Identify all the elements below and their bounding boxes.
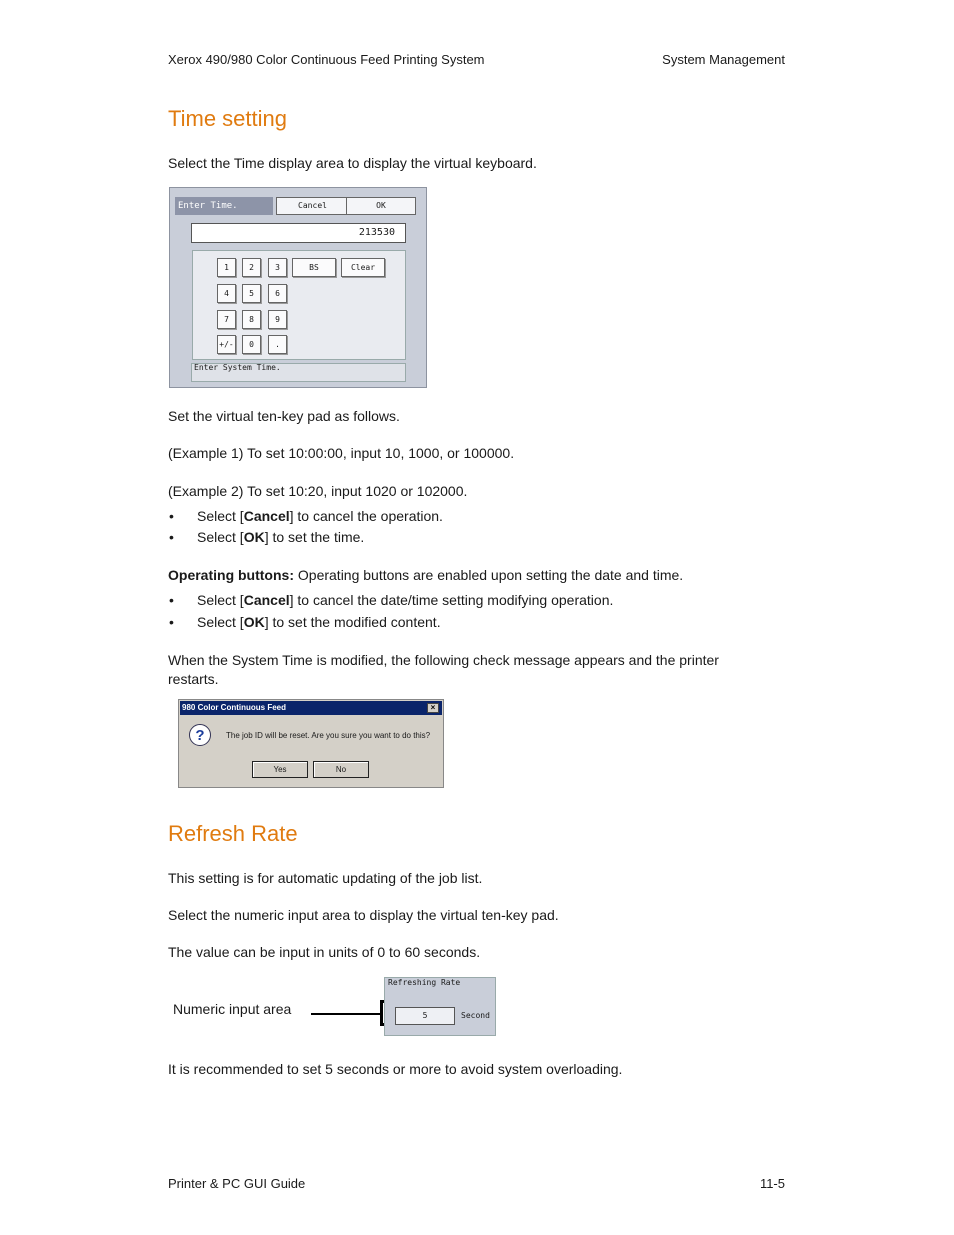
confirm-dialog	[178, 699, 444, 788]
paragraph-system-time-modified: When the System Time is modified, the following check message appears and the printer restarts.	[168, 652, 719, 687]
key-8[interactable]: 8	[242, 310, 261, 329]
ok-button[interactable]: OK	[346, 197, 416, 215]
bullet-icon: •	[169, 592, 174, 608]
key-6[interactable]: 6	[268, 284, 287, 303]
key-4[interactable]: 4	[217, 284, 236, 303]
page-number: 11-5	[759, 1176, 785, 1191]
paragraph-example-1: (Example 1) To set 10:00:00, input 10, 1000, or 100000.	[168, 445, 515, 461]
running-header-right: System Management	[662, 52, 785, 67]
paragraph-operating-buttons: Operating buttons: Operating buttons are enabled upon setting the date and time.	[168, 567, 684, 583]
backspace-key[interactable]: BS	[292, 258, 336, 277]
callout-line	[311, 1013, 381, 1015]
running-header-left: Xerox 490/980 Color Continuous Feed Printing System	[168, 52, 485, 67]
key-7[interactable]: 7	[217, 310, 236, 329]
refresh-rate-panel	[384, 977, 496, 1036]
ten-key-pad	[192, 250, 406, 360]
paragraph-example-2: (Example 2) To set 10:20, input 1020 or 102000.	[168, 483, 468, 499]
key-9[interactable]: 9	[268, 310, 287, 329]
key-3[interactable]: 3	[268, 258, 287, 277]
key-2[interactable]: 2	[242, 258, 261, 277]
section-heading-time-setting: Time setting	[168, 106, 288, 131]
refresh-rate-title: Refreshing Rate	[388, 978, 461, 987]
bullet-icon: •	[169, 614, 174, 630]
dialog-message: The job ID will be reset. Are you sure you want to do this?	[226, 731, 431, 740]
refresh-rate-unit: Second	[461, 1011, 490, 1020]
key-dot[interactable]: .	[268, 335, 287, 354]
key-1[interactable]: 1	[217, 258, 236, 277]
paragraph-refresh-1: This setting is for automatic updating of the job list.	[168, 870, 483, 886]
close-icon[interactable]: ×	[427, 703, 439, 713]
paragraph-setup: Set the virtual ten-key pad as follows.	[168, 408, 400, 424]
no-button[interactable]: No	[313, 761, 369, 778]
key-0[interactable]: 0	[242, 335, 261, 354]
question-icon: ?	[189, 724, 211, 746]
dialog-title: 980 Color Continuous Feed ×	[180, 701, 442, 715]
yes-button[interactable]: Yes	[252, 761, 308, 778]
status-message: Enter System Time.	[191, 363, 406, 382]
paragraph-intro: Select the Time display area to display the virtual keyboard.	[168, 155, 537, 171]
paragraph-refresh-4: It is recommended to set 5 seconds or more to avoid system overloading.	[168, 1061, 623, 1077]
panel-title: Enter Time.	[175, 197, 273, 215]
key-plus-minus[interactable]: +/-	[217, 335, 236, 354]
paragraph-refresh-3: The value can be input in units of 0 to 60 seconds.	[168, 944, 481, 960]
section-heading-refresh-rate: Refresh Rate	[168, 821, 298, 846]
clear-key[interactable]: Clear	[341, 258, 385, 277]
cancel-button[interactable]: Cancel	[276, 197, 349, 215]
bullet-icon: •	[169, 508, 174, 524]
bullet-icon: •	[169, 529, 174, 545]
refresh-rate-input[interactable]: 5	[395, 1007, 455, 1025]
footer-left: Printer & PC GUI Guide	[168, 1176, 306, 1191]
time-display-field[interactable]: 213530	[191, 223, 406, 243]
paragraph-refresh-2: Select the numeric input area to display the virtual ten-key pad.	[168, 907, 559, 923]
time-entry-panel	[169, 187, 427, 388]
key-5[interactable]: 5	[242, 284, 261, 303]
callout-label: Numeric input area	[173, 1001, 292, 1017]
